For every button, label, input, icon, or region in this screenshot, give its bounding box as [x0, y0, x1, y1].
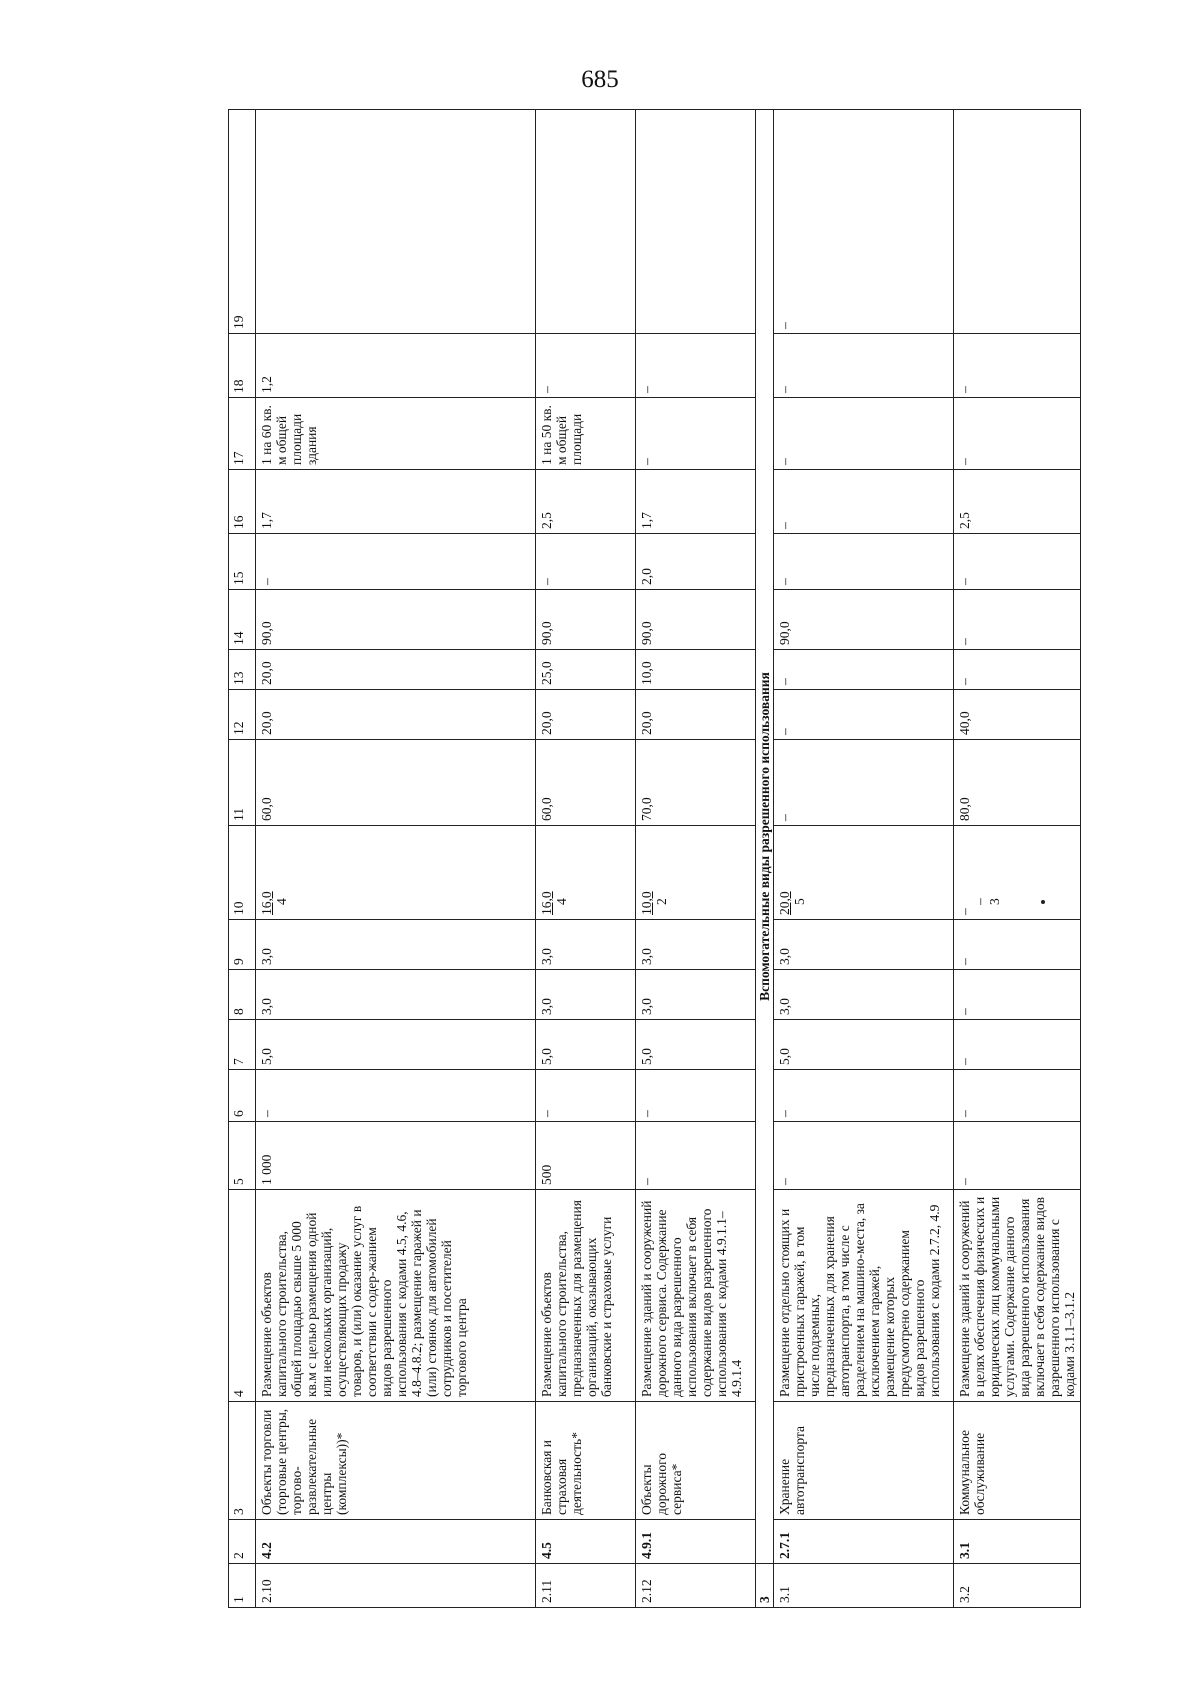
section-number: 3 [756, 1564, 774, 1608]
cell-c13: 20,0 [256, 650, 536, 690]
cell-c1: 2.10 [256, 1564, 536, 1608]
cell-c6: – [256, 1070, 536, 1122]
cell-c16: 1,7 [636, 470, 756, 534]
cell-c18: 1,2 [256, 334, 536, 398]
col-header-3: 3 [229, 1402, 256, 1520]
cell-c13: 10,0 [636, 650, 756, 690]
cell-c8: 3,0 [774, 970, 954, 1020]
cell-c15: – [256, 534, 536, 590]
cell-c11: 60,0 [256, 740, 536, 826]
cell-c6: – [774, 1070, 954, 1122]
cell-c7: 5,0 [636, 1020, 756, 1070]
cell-c11: – [774, 740, 954, 826]
cell-c12: 40,0 [954, 690, 1081, 740]
table-row [954, 110, 1081, 1608]
cell-c5: – [954, 1122, 1081, 1190]
cell-c13: – [774, 650, 954, 690]
cell-c16: 1,7 [256, 470, 536, 534]
scan-speck [1041, 900, 1045, 904]
cell-c3: Банковская и страховая деятельность* [536, 1402, 636, 1520]
cell-c2 [774, 1520, 954, 1564]
section-title: Вспомогательные виды разрешенного использования [756, 110, 774, 1564]
cell-c19 [536, 110, 636, 334]
cell-c17: – [954, 398, 1081, 470]
cell-c1: 2.11 [536, 1564, 636, 1608]
cell-c5: – [774, 1122, 954, 1190]
cell-c8: – [954, 970, 1081, 1020]
c10-numerator: 16,0 [539, 891, 554, 915]
cell-c18: – [536, 334, 636, 398]
col-header-14: 14 [229, 590, 256, 650]
regulations-table [228, 109, 1081, 1608]
cell-c3: Хранение автотранспорта [774, 1402, 954, 1520]
cell-c6: – [636, 1070, 756, 1122]
cell-c6: – [954, 1070, 1081, 1122]
cell-c4: Размещение зданий и сооружений в целях обеспечения физических и юридических лиц коммунальными услугами. Содержание данного вида разрешенного использования включает в себя содержание видов разрешенного использования с кодами 3.1.1–3.1.2 [954, 1190, 1081, 1402]
cell-c4: Размещение объектов капитального строительства, предназначенных для размещения организаций, оказывающих банковские и страховые услуги [536, 1190, 636, 1402]
c10-numerator: 20,0 [777, 891, 792, 915]
cell-c10 [256, 826, 536, 920]
cell-c2-code: 4.2 [259, 1542, 274, 1559]
cell-c10 [954, 826, 1081, 920]
cell-c15: – [954, 534, 1081, 590]
cell-c11: 70,0 [636, 740, 756, 826]
cell-c12: 20,0 [536, 690, 636, 740]
col-header-7: 7 [229, 1020, 256, 1070]
cell-c18: – [774, 334, 954, 398]
cell-c9: – [954, 920, 1081, 970]
cell-c11: 60,0 [536, 740, 636, 826]
cell-c10 [636, 826, 756, 920]
table-row [636, 110, 756, 1608]
cell-c18: – [636, 334, 756, 398]
cell-c17: 1 на 60 кв. м общей площади здания [256, 398, 536, 470]
cell-c3: Объекты торговли (торговые центры, торгово-развлекательные центры (комплексы))* [256, 1402, 536, 1520]
section-row [756, 110, 774, 1608]
cell-c2 [536, 1520, 636, 1564]
cell-c14: 90,0 [536, 590, 636, 650]
col-header-5: 5 [229, 1122, 256, 1190]
cell-c3: Объекты дорожного сервиса* [636, 1402, 756, 1520]
cell-c1: 3.1 [774, 1564, 954, 1608]
cell-c5: 1 000 [256, 1122, 536, 1190]
cell-c18: – [954, 334, 1081, 398]
c10-line-1: – [957, 908, 972, 915]
cell-c13: – [954, 650, 1081, 690]
cell-c14: 90,0 [256, 590, 536, 650]
col-header-19: 19 [229, 110, 256, 334]
cell-c12: 20,0 [256, 690, 536, 740]
cell-c2-code: 3.1 [957, 1542, 972, 1559]
cell-c17: – [636, 398, 756, 470]
cell-c9: 3,0 [536, 920, 636, 970]
cell-c16: – [774, 470, 954, 534]
col-header-10: 10 [229, 826, 256, 920]
cell-c19 [636, 110, 756, 334]
cell-c8: 3,0 [636, 970, 756, 1020]
cell-c4: Размещение объектов капитального строительства, общей площадью свыше 5 000 кв.м с целью размещения одной или нескольких организаций, осуществляющих продажу товаров, и (или) оказание услуг в соответствии с содер-жанием видов разрешенного использования с кодами 4.5, 4.6, 4.8–4.8.2; размещение гаражей и (или) стоянок для автомобилей сотрудников и посетителей торгового центра [256, 1190, 536, 1402]
c10-denominator: 3 [987, 898, 1002, 905]
cell-c8: 3,0 [256, 970, 536, 1020]
cell-c10 [774, 826, 954, 920]
col-header-4: 4 [229, 1190, 256, 1402]
c10-numerator: 16,0 [259, 891, 274, 915]
cell-c17: – [774, 398, 954, 470]
c10-denominator: 4 [554, 898, 569, 905]
cell-c15: – [536, 534, 636, 590]
cell-c7: – [954, 1020, 1081, 1070]
cell-c9: 3,0 [774, 920, 954, 970]
c10-line-2: – [972, 898, 987, 905]
col-header-18: 18 [229, 334, 256, 398]
c10-denominator: 4 [274, 898, 289, 905]
cell-c2-code: 2.7.1 [777, 1532, 792, 1559]
col-header-8: 8 [229, 970, 256, 1020]
cell-c17: 1 на 50 кв. м общей площади [536, 398, 636, 470]
cell-c15: 2,0 [636, 534, 756, 590]
cell-c10 [536, 826, 636, 920]
cell-c14: 90,0 [636, 590, 756, 650]
col-header-17: 17 [229, 398, 256, 470]
cell-c19: – [774, 110, 954, 334]
cell-c12: 20,0 [636, 690, 756, 740]
c10-numerator: 10,0 [639, 891, 654, 915]
table-row [256, 110, 536, 1608]
cell-c13: 25,0 [536, 650, 636, 690]
table-row [774, 110, 954, 1608]
rotated-table-container [228, 128, 1077, 1608]
cell-c12: – [774, 690, 954, 740]
cell-c4: Размещение отдельно стоящих и пристроенных гаражей, в том числе подземных, предназначенных для хранения автотранспорта, в том числе с разделением на машино-места, за исключением гаражей, размещение которых предусмотрено содержанием видов разрешенного использования с кодами 2.7.2, 4.9 [774, 1190, 954, 1402]
cell-c14: – [954, 590, 1081, 650]
page-number: 685 [581, 66, 619, 93]
col-header-9: 9 [229, 920, 256, 970]
cell-c5: 500 [536, 1122, 636, 1190]
col-header-2: 2 [229, 1520, 256, 1564]
cell-c3: Коммунальное обслуживание [954, 1402, 1081, 1520]
cell-c2-code: 4.5 [539, 1542, 554, 1559]
header-row [229, 110, 256, 1608]
c10-denominator: 5 [792, 898, 807, 905]
cell-c19 [954, 110, 1081, 334]
cell-c16: 2,5 [954, 470, 1081, 534]
cell-c2 [636, 1520, 756, 1564]
cell-c16: 2,5 [536, 470, 636, 534]
cell-c15: – [774, 534, 954, 590]
cell-c1: 3.2 [954, 1564, 1081, 1608]
cell-c1: 2.12 [636, 1564, 756, 1608]
cell-c9: 3,0 [636, 920, 756, 970]
table-row [536, 110, 636, 1608]
cell-c5: – [636, 1122, 756, 1190]
cell-c9: 3,0 [256, 920, 536, 970]
cell-c4: Размещение зданий и сооружений дорожного сервиса. Содержание данного вида разрешенного использования включает в себя содержание видов разрешенного использования с кодами 4.9.1.1–4.9.1.4 [636, 1190, 756, 1402]
cell-c8: 3,0 [536, 970, 636, 1020]
col-header-11: 11 [229, 740, 256, 826]
cell-c7: 5,0 [256, 1020, 536, 1070]
c10-denominator: 2 [654, 898, 669, 905]
cell-c2 [256, 1520, 536, 1564]
cell-c6: – [536, 1070, 636, 1122]
cell-c7: 5,0 [774, 1020, 954, 1070]
cell-c2 [954, 1520, 1081, 1564]
cell-c11: 80,0 [954, 740, 1081, 826]
col-header-15: 15 [229, 534, 256, 590]
col-header-16: 16 [229, 470, 256, 534]
cell-c2-code: 4.9.1 [639, 1532, 654, 1559]
cell-c7: 5,0 [536, 1020, 636, 1070]
col-header-13: 13 [229, 650, 256, 690]
col-header-1: 1 [229, 1564, 256, 1608]
cell-c19 [256, 110, 536, 334]
cell-c14: 90,0 [774, 590, 954, 650]
col-header-12: 12 [229, 690, 256, 740]
col-header-6: 6 [229, 1070, 256, 1122]
